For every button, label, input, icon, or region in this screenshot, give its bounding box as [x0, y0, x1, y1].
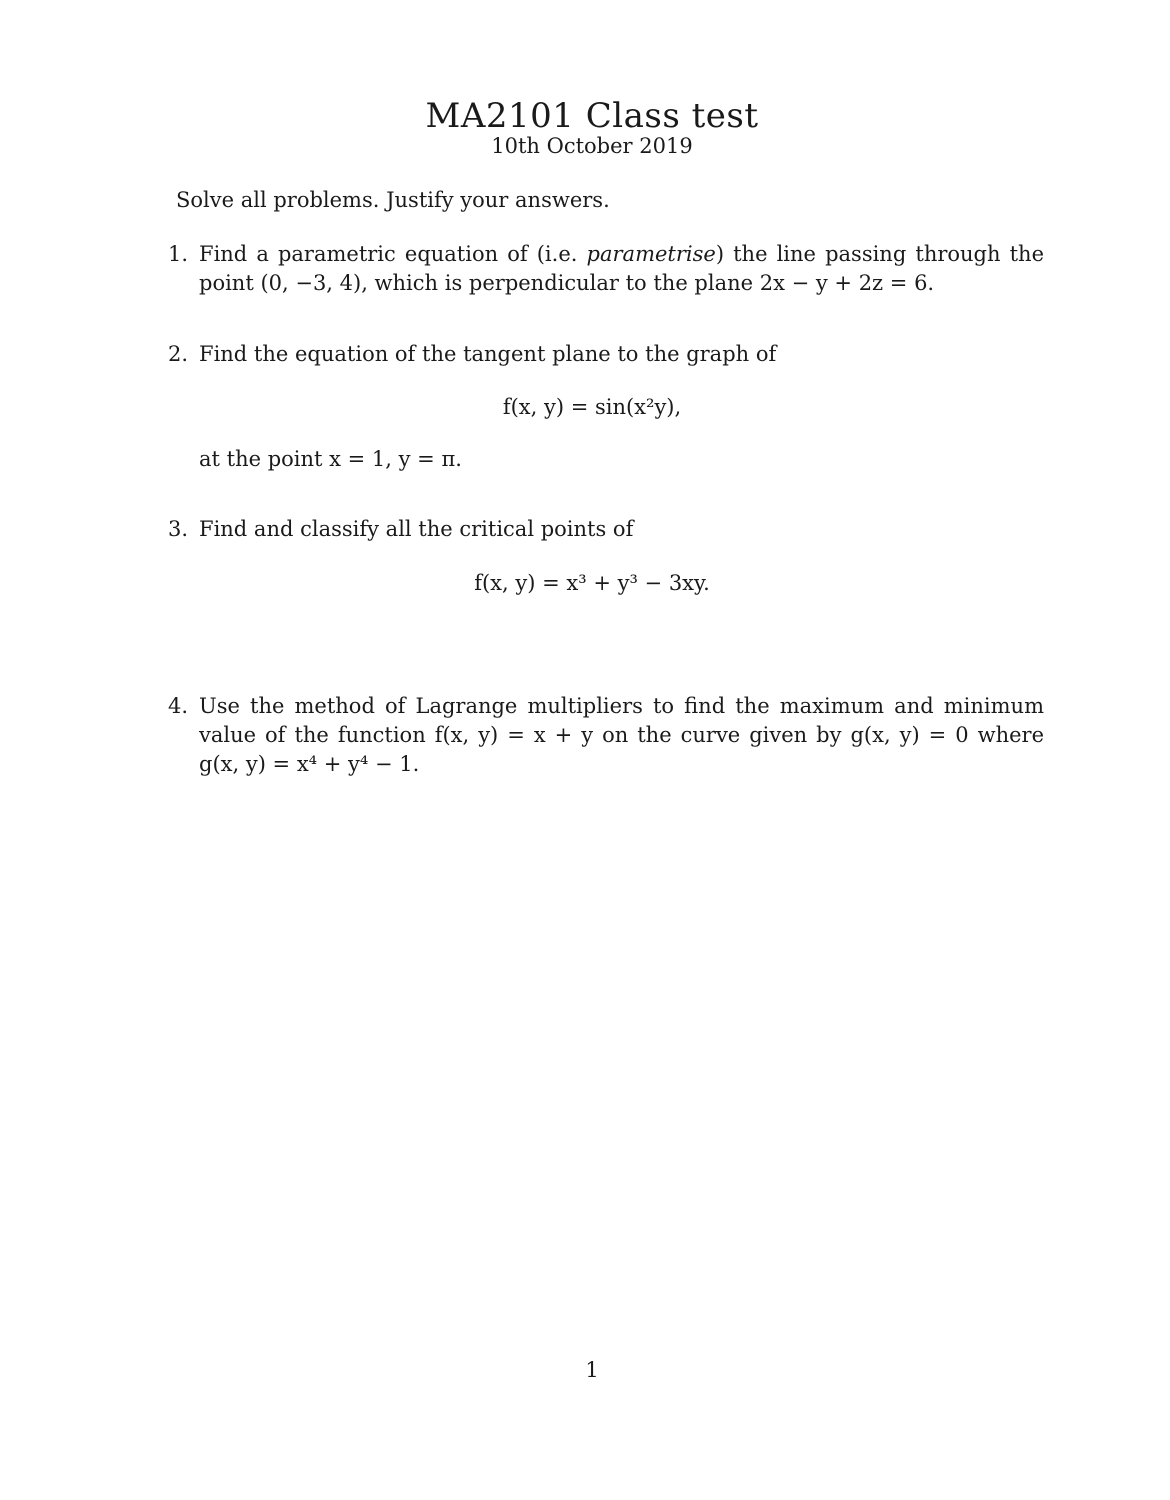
problem-text: Use the method of Lagrange multipliers to find the maximum and minimum value of the function f(x, y) = x + y on the curve given by g(x, y) = 0 where g(x, y) = x⁴ + y⁴ − 1. [199, 694, 1044, 776]
page-title [0, 96, 1170, 136]
page-number: 1 [585, 1358, 599, 1382]
problem-text-before: Find a parametric equation of (i.e. [199, 242, 578, 266]
problem-3-equation: f(x, y) = x³ + y³ − 3xy. [474, 571, 710, 595]
problem-2 [168, 340, 1044, 369]
problem-number: 1. [168, 242, 189, 266]
problem-text: Find the equation of the tangent plane to the graph of [199, 342, 777, 366]
problem-number: 2. [168, 342, 189, 366]
problem-1 [168, 240, 1044, 298]
title-text: MA2101 Class test [425, 96, 759, 136]
problem-number: 4. [168, 694, 189, 718]
problem-text [199, 240, 1044, 298]
problem-text: Find and classify all the critical points of [199, 517, 634, 541]
problem-number: 3. [168, 517, 189, 541]
problem-text-after: ) the line passing through the point (0, −3, 4), which is perpendicular to the plane 2x − y + 2z = 6. [199, 242, 1045, 295]
problem-2-continuation: at the point x = 1, y = π. [199, 447, 462, 471]
problem-4 [168, 692, 1044, 779]
exam-date: 10th October 2019 [491, 134, 693, 158]
problem-2-equation: f(x, y) = sin(x²y), [502, 395, 682, 419]
problem-3 [168, 515, 1044, 544]
instructions: Solve all problems. Justify your answers. [176, 188, 610, 212]
problem-emphasis: parametrise [586, 242, 716, 266]
